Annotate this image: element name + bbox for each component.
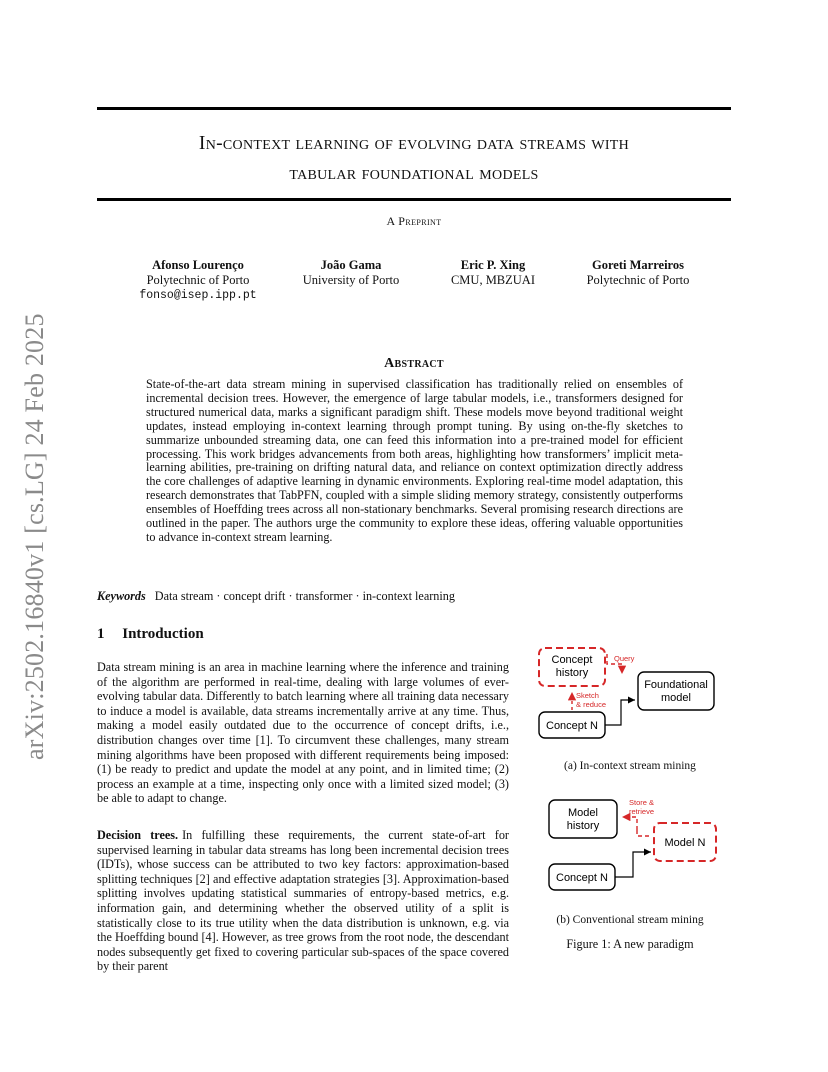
- author-affiliation: Polytechnic of Porto: [586, 273, 690, 287]
- concept-to-model-n-edge: [615, 852, 651, 877]
- title-bottom-rule: [97, 198, 731, 201]
- author-name: Afonso Lourenço: [152, 258, 244, 272]
- model-history-label-1: Model: [568, 807, 598, 819]
- top-rule: [97, 107, 731, 110]
- title-line-2: tabular foundational models: [289, 163, 539, 184]
- foundational-model-box: [638, 672, 714, 710]
- author-2: [283, 258, 419, 288]
- concept-n-label-b: Concept N: [556, 872, 608, 884]
- sketch-label-2: & reduce: [576, 700, 607, 709]
- author-4: [568, 258, 708, 288]
- subfigure-b-caption: (b) Conventional stream mining: [556, 914, 704, 926]
- model-history-label-2: history: [566, 820, 600, 832]
- store-retrieve-edge-2: [637, 830, 651, 836]
- figure-caption: Figure 1: A new paradigm: [566, 937, 694, 951]
- section-number: 1: [97, 626, 105, 642]
- paper-title: [97, 129, 731, 189]
- model-n-label: Model N: [664, 837, 706, 849]
- subfigure-a-caption: (a) In-context stream mining: [564, 760, 696, 772]
- paragraph-body: In fulfilling these requirements, the current state-of-art for supervised learning in tabular data streams has long been incremental decision trees (IDTs), whose success can be attributed to two key factors: approximation-based splitting techniques [2] and effective adaptation strategies [3]. Approximation-based splitting involves updating statistical summaries of entropy-based metrics, e.g. information gain, and determining whether the observed utility of a split is statistically close to its true utility when the data distribution is unknown, e.g. via the Hoeffding bound [4]. However, as tree grows from the root node, the descendant nodes subsequently get fixed to covering particular sub-spaces of the space covered by their parent: [97, 828, 509, 974]
- author-affiliation: CMU, MBZUAI: [450, 273, 536, 287]
- arxiv-watermark: arXiv:2502.16840v1 [cs.LG] 24 Feb 2025: [20, 313, 49, 760]
- author-1: [118, 258, 278, 303]
- concept-to-model-edge: [605, 700, 635, 725]
- concept-history-label-1: Concept: [551, 654, 593, 666]
- author-email[interactable]: fonso@isep.ipp.pt: [139, 289, 257, 302]
- concept-n-label: Concept N: [546, 720, 598, 732]
- author-name: Eric P. Xing: [460, 258, 526, 272]
- concept-history-label-2: history: [555, 667, 589, 679]
- subfigure-b: [549, 798, 716, 890]
- query-label: Query: [614, 654, 635, 663]
- keywords: [97, 589, 455, 604]
- subfigure-a: [539, 648, 714, 738]
- figure-1-diagram: [525, 640, 735, 910]
- author-affiliation: University of Porto: [302, 273, 400, 287]
- store-label-2: retrieve: [629, 807, 655, 816]
- title-line-1: In-context learning of evolving data streams with: [198, 133, 630, 154]
- author-3: [428, 258, 558, 288]
- paragraph-run-in-heading: Decision trees.: [97, 828, 179, 842]
- keywords-list: Data stream · concept drift · transformer · in-context learning: [154, 589, 455, 603]
- intro-paragraph-2: [97, 828, 509, 974]
- abstract-body: State-of-the-art data stream mining in supervised classification has traditionally relied on ensembles of incremental decision trees. However, the emergence of large tabular models, i.e., transformers designed for structured numerical data, marks a significant paradigm shift. These models move beyond traditional weight updates, instead employing in-context learning through prompt tuning. By using on-the-fly sketches to summarize unbounded streaming data, one can feed this information into a pre-trained model for efficient processing. This work bridges advancements from both areas, highlighting how transformers’ implicit meta-learning abilities, pre-training on drifting natural data, and reliance on context optimization directly address the core challenges of adaptive learning in dynamic environments. Exploring real-time model adaptation, this research demonstrates that TabPFN, coupled with a simple sliding memory strategy, consistently outperforms ensembles of Hoeffding trees across all non-stationary benchmarks. Several promising research directions are outlined in the paper. The authors urge the community to explore these ideas, offering valuable opportunities to advance in-context stream learning.: [146, 377, 683, 544]
- store-label-1: Store &: [629, 798, 655, 807]
- preprint-label: A Preprint: [386, 214, 442, 228]
- keywords-label: Keywords: [97, 589, 146, 603]
- abstract-heading: Abstract: [384, 356, 444, 371]
- author-name: João Gama: [320, 258, 382, 272]
- foundational-model-label-2: model: [661, 692, 691, 704]
- author-affiliation: Polytechnic of Porto: [146, 273, 250, 287]
- model-history-box: [549, 800, 617, 838]
- sketch-label-1: Sketch: [576, 691, 599, 700]
- section-title: Introduction: [122, 626, 204, 642]
- foundational-model-label-1: Foundational: [644, 679, 708, 691]
- store-retrieve-edge: [622, 817, 637, 830]
- author-name: Goreti Marreiros: [592, 258, 684, 272]
- section-heading: [97, 626, 204, 643]
- intro-paragraph-1: Data stream mining is an area in machine learning where the inference and training of the algorithm are performed in real-time, dealing with large volumes of ever-evolving tabular data. Differently to batch learning where all training data necessary to induce a model is available, data streams incrementally arrive at any time. Thus, making a model easily outdated due to the occurrence of concept drifts, i.e., distribution changes over time [1]. To circumvent these challenges, many stream mining algorithms have been proposed with different requirements being imposed: (1) be ready to predict and update the model at any point, and in limited time; (2) process an example at a time, inspecting only once with a limited sized model; (3) be able to adapt to change.: [97, 660, 509, 806]
